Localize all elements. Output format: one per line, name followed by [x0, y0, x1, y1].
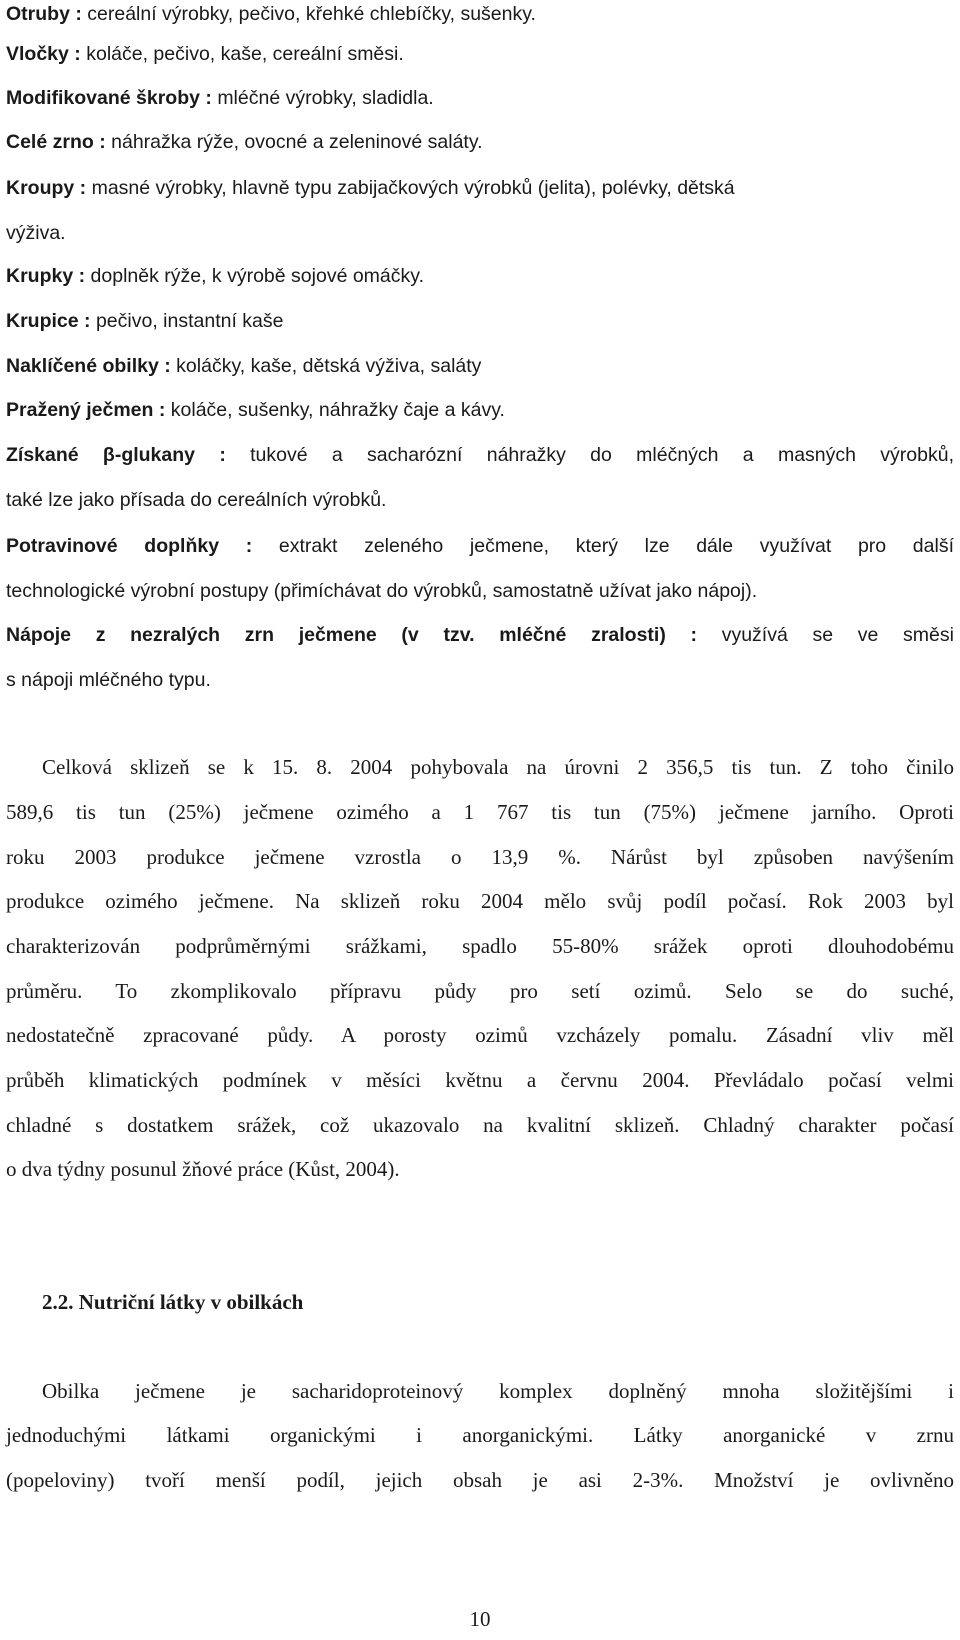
use-item: Otruby : cereální výrobky, pečivo, křehké chlebíčky, sušenky. — [6, 3, 536, 25]
paragraph-line: Obilka ječmene je sacharidoproteinový komplex doplněný mnoha složitějšími i — [42, 1379, 954, 1403]
paragraph-line: jednoduchými látkami organickými i anorganickými. Látky anorganické v zrnu — [6, 1423, 954, 1447]
paragraph-line: roku 2003 produkce ječmene vzrostla o 13,9 %. Nárůst byl způsoben navýšením — [6, 845, 954, 869]
paragraph-line: nedostatečně zpracované půdy. A porosty ozimů vzcházely pomalu. Zásadní vliv měl — [6, 1023, 954, 1047]
paragraph-line: průměru. To zkomplikovalo přípravu půdy pro setí ozimů. Selo se do suché, — [6, 979, 954, 1003]
use-item: Vločky : koláče, pečivo, kaše, cereální směsi. — [6, 43, 404, 65]
use-item: Krupice : pečivo, instantní kaše — [6, 310, 284, 332]
use-item-continuation: také lze jako přísada do cereálních výrobků. — [6, 489, 387, 511]
paragraph-line: chladné s dostatkem srážek, což ukazovalo na kvalitní sklizeň. Chladný charakter počasí — [6, 1113, 954, 1137]
paragraph-line: (popeloviny) tvoří menší podíl, jejich obsah je asi 2-3%. Množství je ovlivněno — [6, 1468, 954, 1492]
paragraph-line: produkce ozimého ječmene. Na sklizeň roku 2004 mělo svůj podíl počasí. Rok 2003 byl — [6, 889, 954, 913]
use-item: Nápoje z nezralých zrn ječmene (v tzv. mléčné zralosti) : využívá se ve směsi — [6, 624, 954, 646]
paragraph-line: 589,6 tis tun (25%) ječmene ozimého a 1 767 tis tun (75%) ječmene jarního. Oproti — [6, 800, 954, 824]
use-item-continuation: s nápoji mléčného typu. — [6, 669, 211, 691]
use-item-continuation: technologické výrobní postupy (přimíchávat do výrobků, samostatně užívat jako nápoj). — [6, 580, 758, 602]
paragraph-line: o dva týdny posunul žňové práce (Kůst, 2004). — [6, 1157, 400, 1181]
use-item: Kroupy : masné výrobky, hlavně typu zabijačkových výrobků (jelita), polévky, dětská — [6, 177, 735, 199]
use-item: Krupky : doplněk rýže, k výrobě sojové omáčky. — [6, 265, 424, 287]
page-number: 10 — [469, 1607, 491, 1631]
use-item: Získané β-glukany : tukové a sacharózní náhražky do mléčných a masných výrobků, — [6, 444, 954, 466]
use-item-continuation: výživa. — [6, 222, 66, 244]
paragraph-line: Celková sklizeň se k 15. 8. 2004 pohybovala na úrovni 2 356,5 tis tun. Z toho činilo — [42, 755, 954, 779]
paragraph-line: charakterizován podprůměrnými srážkami, spadlo 55-80% srážek oproti dlouhodobému — [6, 934, 954, 958]
section-heading: 2.2. Nutriční látky v obilkách — [42, 1290, 304, 1314]
use-item: Potravinové doplňky : extrakt zeleného ječmene, který lze dále využívat pro další — [6, 535, 954, 557]
use-item: Pražený ječmen : koláče, sušenky, náhražky čaje a kávy. — [6, 399, 505, 421]
paragraph-line: průběh klimatických podmínek v měsíci květnu a červnu 2004. Převládalo počasí velmi — [6, 1068, 954, 1092]
use-item: Celé zrno : náhražka rýže, ovocné a zeleninové saláty. — [6, 131, 483, 153]
use-item: Naklíčené obilky : koláčky, kaše, dětská výživa, saláty — [6, 355, 482, 377]
use-item: Modifikované škroby : mléčné výrobky, sladidla. — [6, 87, 434, 109]
